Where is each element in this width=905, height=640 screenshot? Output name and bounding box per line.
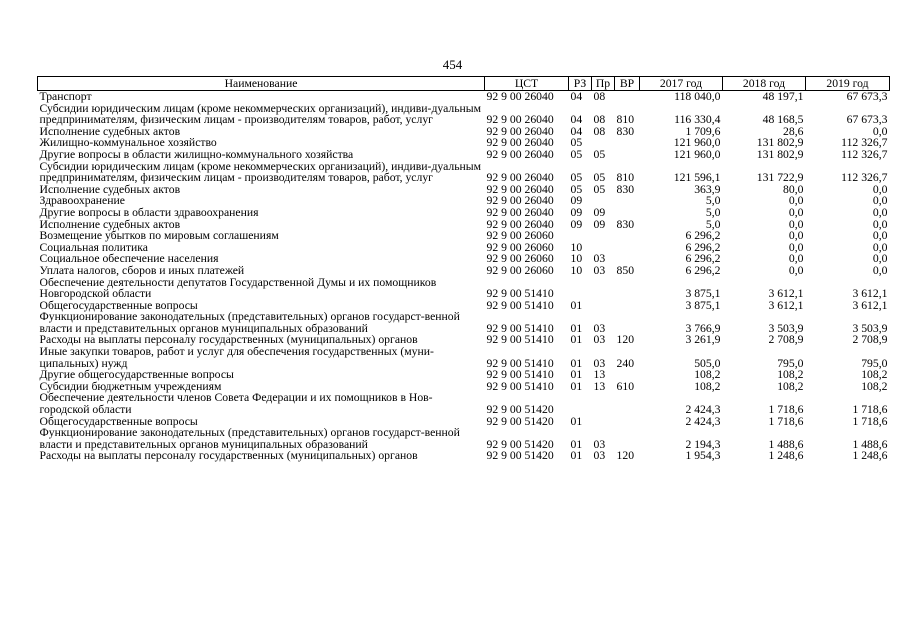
row-cst-cell: 92 9 00 26040 [486, 124, 554, 138]
row-rz-cell: 09 [570, 205, 583, 219]
row-cst-cell: 92 9 00 51420 [486, 437, 554, 451]
row-2018-cell: 0,0 [788, 194, 804, 208]
table-row [38, 277, 890, 300]
row-cst-cell: 92 9 00 26040 [486, 171, 554, 185]
row-2017-cell: 3 261,9 [685, 333, 721, 347]
table-row [38, 91, 890, 103]
row-name-cell: Субсидии юридическим лицам (кроме некоммерческих организаций), индиви-дуальным предпринимателям, физическим лицам - производителям товаров, работ, услуг [39, 101, 482, 127]
row-rz-cell [569, 230, 592, 242]
row-2018-cell: 1 718,6 [768, 414, 804, 428]
row-cst-cell: 92 9 00 51420 [486, 414, 554, 428]
row-cst-cell: 92 9 00 51410 [486, 287, 554, 301]
row-rz-cell [569, 392, 592, 415]
row-2018-cell: 0,0 [788, 263, 804, 277]
col-header-vr: ВР [615, 77, 640, 91]
row-vr-cell: 830 [616, 217, 635, 231]
row-name-cell: Исполнение судебных актов [39, 182, 181, 196]
row-vr-cell [615, 242, 640, 254]
row-2017-cell: 363,9 [694, 182, 721, 196]
row-vr-cell [615, 149, 640, 161]
row-cst-cell: 92 9 00 26040 [486, 182, 554, 196]
row-cst-cell: 92 9 00 26040 [486, 194, 554, 208]
row-2017-cell: 3 766,9 [685, 321, 721, 335]
row-cst-cell: 92 9 00 51420 [486, 449, 554, 463]
row-2019-cell: 1 488,6 [852, 437, 888, 451]
row-cst-cell: 92 9 00 26040 [486, 90, 554, 103]
row-2019-cell: 0,0 [872, 252, 888, 266]
row-name-cell: Исполнение судебных актов [39, 217, 181, 231]
row-cst-cell: 92 9 00 51420 [486, 403, 554, 417]
row-2018-cell: 0,0 [788, 217, 804, 231]
row-name-cell: Общегосударственные вопросы [39, 298, 198, 312]
row-pr-cell: 05 [593, 182, 606, 196]
row-2017-cell: 6 296,2 [685, 252, 721, 266]
row-vr-cell: 120 [616, 449, 635, 463]
row-2019-cell: 3 612,1 [852, 287, 888, 301]
row-2019-cell: 1 248,6 [852, 449, 888, 463]
row-2019-cell: 2 708,9 [852, 333, 888, 347]
row-cst-cell: 92 9 00 51410 [486, 321, 554, 335]
row-2018-cell: 131 722,9 [756, 171, 804, 185]
row-pr-cell: 05 [593, 171, 606, 185]
row-vr-cell [615, 207, 640, 219]
row-2019-cell: 67 673,3 [846, 113, 888, 127]
row-name-cell: Обеспечение деятельности членов Совета Федерации и их помощников в Нов-городской области [39, 391, 433, 417]
row-pr-cell: 05 [593, 147, 606, 161]
row-2019-cell: 0,0 [872, 182, 888, 196]
row-cst-cell: 92 9 00 26060 [486, 252, 554, 266]
row-2017-cell: 1 954,3 [685, 449, 721, 463]
row-2019-cell: 112 326,7 [841, 136, 888, 150]
row-rz-cell: 09 [570, 194, 583, 208]
row-2017-cell: 116 330,4 [674, 113, 721, 127]
row-rz-cell: 01 [570, 333, 583, 347]
row-name-cell: Другие вопросы в области здравоохранения [39, 205, 259, 219]
row-2017-cell: 108,2 [694, 368, 721, 382]
row-2017-cell: 6 296,2 [685, 263, 721, 277]
col-header-cst: ЦСТ [485, 77, 569, 91]
table-row [38, 392, 890, 415]
row-cst-cell: 92 9 00 26060 [486, 240, 554, 254]
row-2017-cell: 2 194,3 [685, 437, 721, 451]
table-row [38, 450, 890, 462]
row-2019-cell: 67 673,3 [846, 90, 888, 103]
row-2017-cell: 121 596,1 [673, 171, 721, 185]
row-pr-cell: 13 [593, 379, 606, 393]
col-header-rz: РЗ [569, 77, 592, 91]
row-2017-cell: 2 424,3 [685, 403, 721, 417]
row-pr-cell [592, 277, 615, 300]
row-2019-cell: 0,0 [872, 194, 888, 208]
row-vr-cell: 810 [616, 171, 635, 185]
row-2017-cell: 5,0 [705, 194, 721, 208]
table-row [38, 427, 890, 450]
row-2018-cell: 1 718,6 [768, 403, 804, 417]
row-2017-cell: 1 709,6 [685, 124, 721, 138]
row-rz-cell [569, 277, 592, 300]
row-name-cell: Общегосударственные вопросы [39, 414, 198, 428]
row-2018-cell: 131 802,9 [756, 147, 804, 161]
row-name-cell: Жилищно-коммунальное хозяйство [39, 136, 217, 150]
row-2018-cell: 80,0 [783, 182, 804, 196]
row-2019-cell: 0,0 [872, 240, 888, 254]
row-2017-cell: 121 960,0 [673, 147, 721, 161]
row-2019-cell: 108,2 [861, 379, 888, 393]
row-name-cell: Обеспечение деятельности депутатов Государственной Думы и их помощников Новгородской области [39, 275, 437, 301]
row-2018-cell: 3 612,1 [768, 287, 804, 301]
row-2019-cell: 108,2 [861, 368, 888, 382]
row-pr-cell: 03 [593, 356, 606, 370]
row-vr-cell: 810 [616, 113, 635, 127]
row-vr-cell: 120 [616, 333, 635, 347]
row-rz-cell: 01 [570, 414, 583, 428]
row-vr-cell: 830 [616, 124, 635, 138]
row-pr-cell: 13 [593, 368, 606, 382]
row-name-cell: Транспорт [39, 90, 92, 103]
row-2018-cell: 48 168,5 [762, 113, 804, 127]
row-cst-cell: 92 9 00 26040 [486, 217, 554, 231]
row-vr-cell [615, 195, 640, 207]
row-rz-cell: 04 [570, 113, 583, 127]
row-2019-cell: 795,0 [861, 356, 888, 370]
row-pr-cell: 03 [593, 252, 606, 266]
row-2017-cell: 108,2 [694, 379, 721, 393]
row-name-cell: Другие общегосударственные вопросы [39, 368, 234, 382]
row-rz-cell: 04 [570, 124, 583, 138]
row-rz-cell: 05 [570, 147, 583, 161]
row-cst-cell: 92 9 00 51410 [486, 379, 554, 393]
row-vr-cell [615, 392, 640, 415]
row-name-cell: Расходы на выплаты персоналу государственных (муниципальных) органов [39, 449, 418, 463]
col-header-pr: Пр [592, 77, 615, 91]
row-2018-cell: 0,0 [788, 240, 804, 254]
row-2017-cell: 5,0 [705, 217, 721, 231]
row-2019-cell: 112 326,7 [841, 147, 888, 161]
row-name-cell: Социальная политика [39, 240, 148, 254]
row-cst-cell: 92 9 00 26060 [486, 229, 554, 243]
col-header-2017: 2017 год [640, 77, 723, 91]
row-rz-cell: 01 [570, 437, 583, 451]
row-pr-cell: 08 [593, 90, 606, 103]
row-vr-cell: 830 [616, 182, 635, 196]
row-pr-cell [592, 416, 615, 428]
page-number: 454 [442, 57, 463, 72]
row-name-cell: Функционирование законодательных (представительных) органов государст-венной власти и представительных органов муниципальных образований [39, 426, 460, 451]
row-2019-cell: 0,0 [872, 217, 888, 231]
row-cst-cell: 92 9 00 51410 [486, 333, 554, 347]
row-rz-cell: 05 [570, 136, 583, 150]
row-rz-cell: 01 [570, 321, 583, 335]
row-2019-cell: 1 718,6 [852, 403, 888, 417]
table-row [38, 230, 890, 242]
table-row [38, 103, 890, 126]
col-header-2018: 2018 год [723, 77, 806, 91]
row-2018-cell: 28,6 [783, 124, 804, 138]
row-2018-cell: 131 802,9 [756, 136, 804, 150]
row-name-cell: Субсидии бюджетным учреждениям [39, 379, 222, 393]
row-name-cell: Субсидии юридическим лицам (кроме некоммерческих организаций), индиви-дуальным предпринимателям, физическим лицам - производителям товаров, работ, услуг [39, 159, 482, 185]
row-2017-cell: 2 424,3 [685, 414, 721, 428]
row-rz-cell: 10 [570, 252, 583, 266]
row-pr-cell: 03 [593, 437, 606, 451]
row-name-cell: Расходы на выплаты персоналу государственных (муниципальных) органов [39, 333, 418, 347]
row-2018-cell: 0,0 [788, 229, 804, 243]
row-vr-cell [615, 427, 640, 450]
row-rz-cell: 10 [570, 263, 583, 277]
row-rz-cell: 05 [570, 182, 583, 196]
row-rz-cell: 10 [570, 240, 583, 254]
row-vr-cell [615, 416, 640, 428]
row-2017-cell: 505,0 [694, 356, 721, 370]
table-row [38, 149, 890, 161]
row-cst-cell: 92 9 00 26040 [486, 136, 554, 150]
row-2018-cell: 48 197,1 [762, 90, 804, 103]
row-cst-cell: 92 9 00 51410 [486, 368, 554, 382]
row-rz-cell: 01 [570, 379, 583, 393]
row-2017-cell: 3 875,1 [685, 298, 721, 312]
row-2019-cell: 0,0 [872, 205, 888, 219]
table-row [38, 207, 890, 219]
table-row [38, 161, 890, 184]
row-2018-cell: 3 612,1 [768, 298, 804, 312]
row-pr-cell [592, 392, 615, 415]
row-pr-cell: 03 [593, 333, 606, 347]
row-2017-cell: 3 875,1 [685, 287, 721, 301]
table-row [38, 184, 890, 196]
row-2018-cell: 2 708,9 [768, 333, 804, 347]
row-vr-cell [615, 230, 640, 242]
row-vr-cell: 240 [616, 356, 635, 370]
row-2018-cell: 3 503,9 [768, 321, 804, 335]
row-2018-cell: 1 488,6 [768, 437, 804, 451]
row-2017-cell: 6 296,2 [685, 229, 721, 243]
row-cst-cell: 92 9 00 26040 [486, 113, 554, 127]
row-pr-cell [592, 300, 615, 312]
row-rz-cell: 01 [570, 368, 583, 382]
row-2017-cell: 5,0 [705, 205, 721, 219]
row-pr-cell: 09 [593, 217, 606, 231]
row-pr-cell: 03 [593, 263, 606, 277]
col-header-name: Наименование [38, 77, 485, 91]
row-2018-cell: 108,2 [777, 368, 804, 382]
row-2018-cell: 0,0 [788, 205, 804, 219]
row-rz-cell: 09 [570, 217, 583, 231]
row-pr-cell: 03 [593, 449, 606, 463]
row-rz-cell: 01 [570, 449, 583, 463]
table-row [38, 346, 890, 369]
row-2017-cell: 118 040,0 [674, 90, 721, 103]
table-row [38, 311, 890, 334]
row-vr-cell [615, 300, 640, 312]
row-2019-cell: 3 503,9 [852, 321, 888, 335]
row-vr-cell [615, 277, 640, 300]
row-vr-cell: 850 [616, 263, 635, 277]
row-vr-cell [615, 137, 640, 149]
row-name-cell: Уплата налогов, сборов и иных платежей [39, 263, 245, 277]
row-2019-cell: 112 326,7 [841, 171, 888, 185]
row-name-cell: Исполнение судебных актов [39, 124, 181, 138]
row-rz-cell: 01 [570, 356, 583, 370]
row-cst-cell: 92 9 00 26040 [486, 147, 554, 161]
row-rz-cell: 05 [570, 171, 583, 185]
row-pr-cell: 03 [593, 321, 606, 335]
row-cst-cell: 92 9 00 26060 [486, 263, 554, 277]
row-pr-cell [592, 230, 615, 242]
row-2019-cell: 0,0 [872, 229, 888, 243]
row-name-cell: Функционирование законодательных (представительных) органов государст-венной власти и представительных органов муниципальных образований [39, 310, 460, 335]
row-2017-cell: 6 296,2 [685, 240, 721, 254]
row-pr-cell: 08 [593, 113, 606, 127]
row-name-cell: Возмещение убытков по мировым соглашениям [39, 229, 279, 243]
row-name-cell: Социальное обеспечение населения [39, 252, 219, 266]
row-cst-cell: 92 9 00 26040 [486, 205, 554, 219]
row-vr-cell: 610 [616, 379, 635, 393]
row-2018-cell: 795,0 [777, 356, 804, 370]
budget-table [37, 76, 890, 462]
table-header-row [38, 77, 890, 91]
row-2018-cell: 0,0 [788, 252, 804, 266]
row-pr-cell: 09 [593, 205, 606, 219]
row-2019-cell: 0,0 [872, 263, 888, 277]
row-2018-cell: 108,2 [777, 379, 804, 393]
row-name-cell: Другие вопросы в области жилищно-коммунального хозяйства [39, 147, 354, 161]
row-2018-cell: 1 248,6 [768, 449, 804, 463]
row-rz-cell: 04 [570, 90, 583, 103]
row-rz-cell: 01 [570, 298, 583, 312]
row-2019-cell: 1 718,6 [852, 414, 888, 428]
row-name-cell: Иные закупки товаров, работ и услуг для обеспечения государственных (муни-ципальных) нужд [39, 345, 434, 370]
table-row [38, 265, 890, 277]
row-vr-cell [615, 311, 640, 334]
row-vr-cell [615, 91, 640, 103]
row-cst-cell: 92 9 00 51410 [486, 298, 554, 312]
row-2019-cell: 0,0 [872, 124, 888, 138]
row-cst-cell: 92 9 00 51410 [486, 356, 554, 370]
row-2019-cell: 3 612,1 [852, 298, 888, 312]
col-header-2019: 2019 год [806, 77, 890, 91]
row-name-cell: Здравоохранение [39, 194, 125, 208]
row-pr-cell: 08 [593, 124, 606, 138]
row-2017-cell: 121 960,0 [673, 136, 721, 150]
